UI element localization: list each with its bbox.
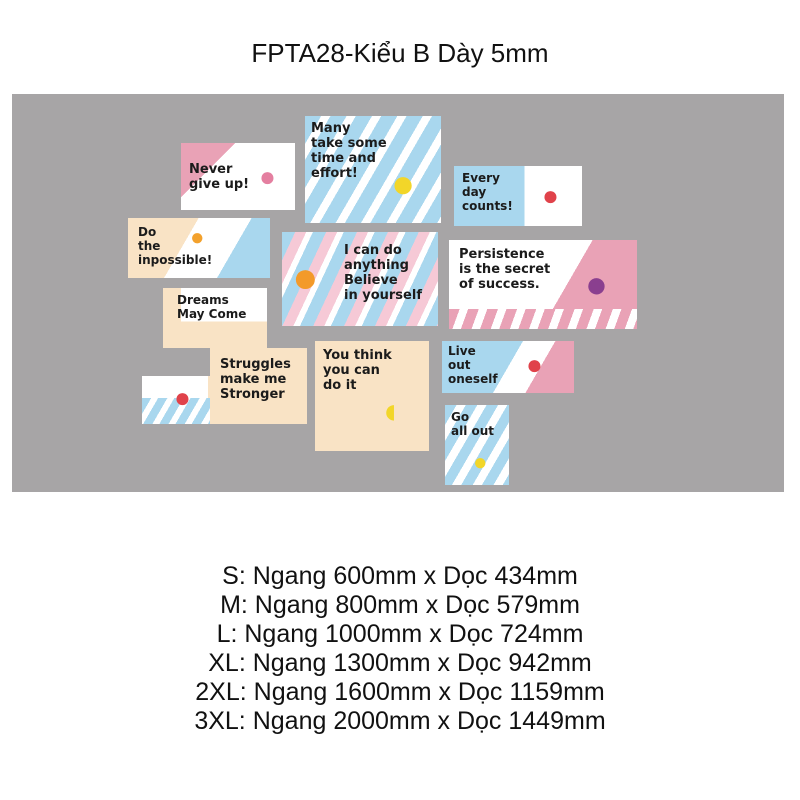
poster-card-struggles: [142, 348, 307, 424]
poster-card-live-out-oneself: [442, 341, 574, 393]
poster-text: Every day counts!: [462, 171, 513, 213]
size-option-xl: XL: Ngang 1300mm x Dọc 942mm: [208, 649, 592, 677]
poster-text: Do the inpossible!: [138, 225, 213, 267]
size-option-3xl: 3XL: Ngang 2000mm x Dọc 1449mm: [194, 707, 606, 735]
poster-card-persistence: [449, 240, 637, 329]
poster-card-i-can-do-anything: [282, 232, 438, 326]
chick-mascot-icon: ●: [473, 449, 488, 476]
poster-card-never-give-up: [181, 143, 295, 210]
poster-card-every-day-counts: [454, 166, 582, 226]
orange-mascot-icon: ●: [292, 253, 319, 302]
poster-text: Go all out: [451, 410, 495, 438]
peach-mascot-icon: ●: [259, 161, 276, 192]
poster-text: Never give up!: [189, 162, 250, 192]
size-list: [0, 562, 800, 736]
size-option-l: L: Ngang 1000mm x Dọc 724mm: [216, 620, 584, 648]
mangosteen-mascot-icon: ●: [585, 264, 608, 306]
apple-mascot-icon: ●: [526, 349, 543, 380]
poster-card-many-take-time: [305, 116, 441, 223]
poster-text: Many take some time and effort!: [311, 121, 387, 181]
poster-text: Struggles make me Stronger: [220, 357, 291, 402]
size-option-s: S: Ngang 600mm x Dọc 434mm: [222, 562, 578, 590]
lemon-mascot-icon: ●: [391, 162, 416, 206]
poster-card-you-think: [315, 341, 429, 451]
wall-preview: [12, 94, 784, 492]
size-option-2xl: 2XL: Ngang 1600mm x Dọc 1159mm: [195, 678, 605, 706]
poster-card-go-all-out: [445, 405, 509, 485]
poster-text: Dreams May Come: [177, 293, 247, 321]
strawberry-lifter-mascot-icon: ●: [542, 180, 559, 211]
poster-text: I can do anything Believe in yourself: [344, 243, 422, 303]
size-option-m: M: Ngang 800mm x Dọc 579mm: [220, 591, 580, 619]
banana-mascot-icon: ◖: [379, 390, 401, 431]
poster-card-do-the-impossible: [128, 218, 270, 278]
poster-text: You think you can do it: [323, 348, 392, 393]
poster-text: Persistence is the secret of success.: [459, 247, 551, 292]
orange-swimmer-mascot-icon: ●: [190, 224, 205, 251]
product-title: FPTA28-Kiểu B Dày 5mm: [251, 38, 549, 68]
strawberry-basketball-mascot-icon: ●: [174, 382, 191, 413]
poster-text: Live out oneself: [448, 344, 498, 386]
